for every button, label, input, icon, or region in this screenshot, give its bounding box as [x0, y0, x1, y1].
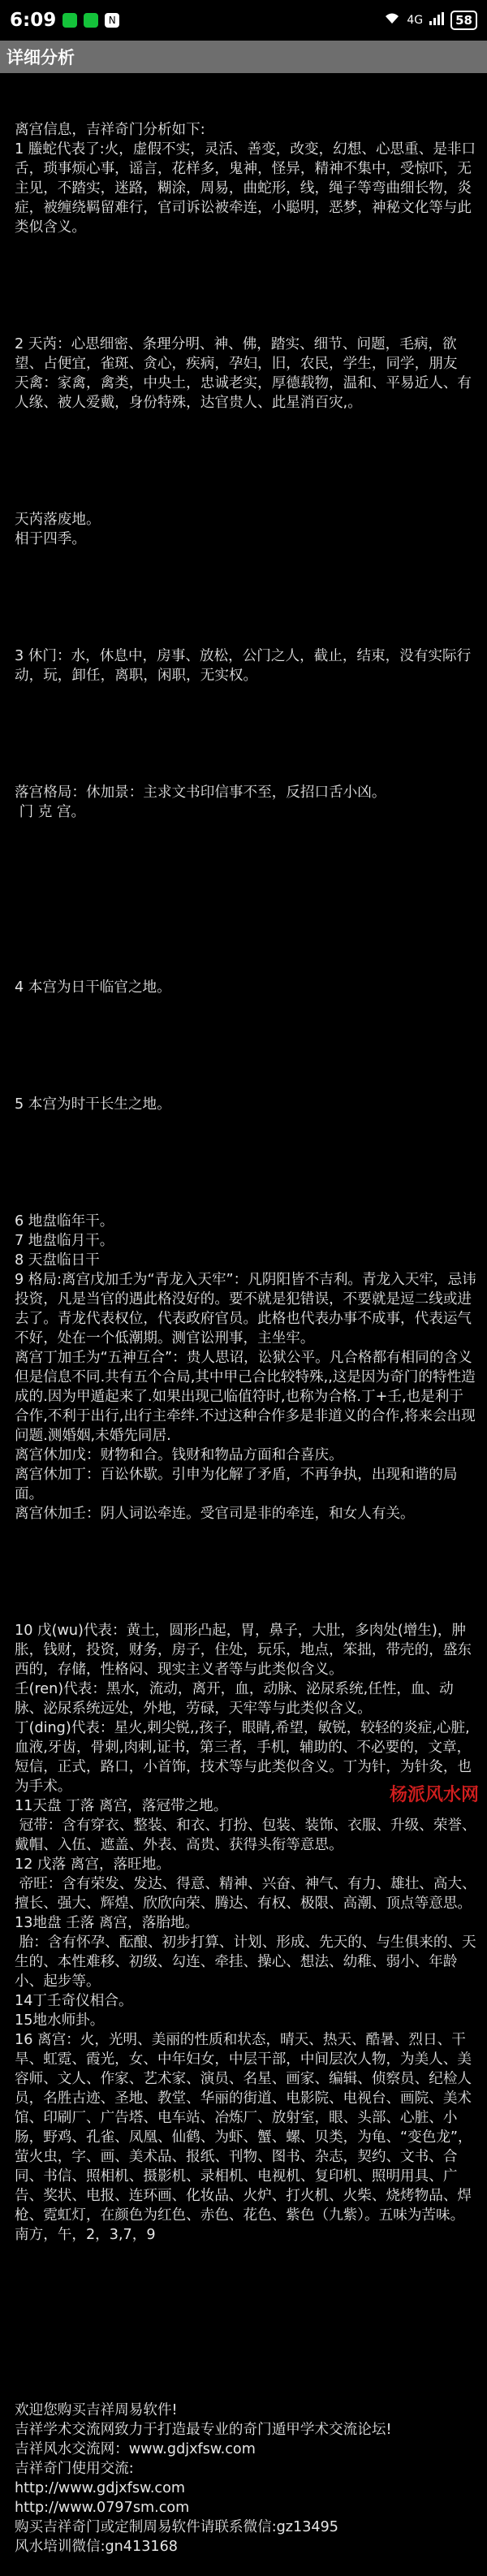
page-header: [0, 41, 487, 73]
status-bar: [0, 0, 487, 41]
nfc-icon: N: [105, 13, 119, 28]
watermark-logo: 杨派风水网: [389, 1784, 479, 1805]
paragraph-8: 5 本宫为时干长生之地。: [15, 1096, 171, 1113]
promo-text: 欢迎您购买吉祥周易软件! 吉祥学术交流网致力于打造最专业的奇门遁甲学术交流论坛! 吉祥风水交流网：www.gdjxfsw.com 吉祥奇门使用交流: http://www.gdjxfsw.com http://www.0797sm.com 购买吉祥奇门或定制周易软件请联系微信:gz13495 风水培训微信:gn413168: [15, 2402, 392, 2555]
wechat-icon: [62, 13, 77, 28]
status-left: [10, 10, 119, 31]
paragraph-7: 4 本宫为日干临官之地。: [15, 979, 171, 996]
paragraph-4: 3 休门：水，休息中，房事、放松，公门之人，截止，结束，没有实际行动，玩，卸任，离职，闲职，无实权。: [15, 648, 472, 684]
paragraph-5: 落宫格局：休加景：主求文书印信事不至，反招口舌小凶。 门 克 宫。: [15, 784, 386, 820]
battery-indicator: 58: [450, 11, 477, 30]
status-time: 6:09: [10, 10, 57, 31]
page-title: 详细分析: [6, 48, 75, 67]
paragraph-3: 天芮落废地。 相于四季。: [15, 512, 101, 547]
status-right: [384, 11, 477, 30]
network-type: 4G: [407, 14, 424, 27]
paragraph-1: 离宫信息，吉祥奇门分析如下: 1 螣蛇代表了:火，虚假不实，灵活、善变，改变，幻想、心思重、是非口舌，琐事烦心事，谣言，花样多，鬼神，怪异，精神不集中，受惊吓，无主见，不踏实，迷路，糊涂，周易，曲蛇形，线，绳子等弯曲细长物，炎症，被缠绕羁留难行，官司诉讼被牵连，小聪明，恶梦，神秘文化等与此类似含义。: [15, 122, 476, 236]
signal-icon: [429, 12, 444, 28]
paragraph-2: 2 天芮：心思细密、条理分明、神、佛，踏实、细节、问题，毛病，欲望、占便宜，雀斑、贪心，疾病，孕妇，旧，农民，学生，同学，朋友 天禽：家禽，禽类，中央土，忠诚老实，厚德载物，温和、平易近人、有人缘、被人爱戴，身份特殊，达官贵人、此星消百灾,。: [15, 336, 472, 411]
paragraph-9: 6 地盘临年干。 7 地盘临月干。 8 天盘临日干 9 格局:离宫戊加壬为“青龙入天牢”：凡阴阳皆不吉利。青龙入天牢，忌讳投资，凡是当官的遇此格没好的。要不就是犯错误，不要就是逗二线或进去了。青龙代表权位，代表政府官员。此格也代表办事不成事，代表运气不好，处在一个低潮期。测官讼刑事，主坐牢。 离宫丁加壬为“五神互合”：贵人思诏，讼狱公平。凡合格都有相同的含义但是信息不同.共有五个合局,其中甲己合比较特殊,,这是因为奇门的特性造成的.因为甲遁起来了.如果出现己临值符时,也称为合格.丁+壬,也是利于合作,不利于出行,出行主牵绊.不过这种合作多是非道义的合作,将来会出现问题.测婚姻,未婚先同居. 离宫休加戊：财物和合。钱财和物品方面和合喜庆。 离宫休加丁：百讼休歇。引申为化解了矛盾，不再争执，出现和谐的局面。 离宫休加壬：阴人词讼牵连。受官司是非的牵连，和女人有关。: [15, 1213, 476, 1522]
wechat-icon: [84, 13, 98, 28]
analysis-content: [0, 73, 487, 2576]
paragraph-10: 10 戊(wu)代表：黄土，圆形凸起，胃，鼻子，大肚，多肉处(增生)，肿胀，钱财，投资，财务，房子，住处，玩乐，地点，笨拙，带壳的，盛东西的，存储，性格闷、现实主义者等与此类似含义。 壬(ren)代表：黑水，流动，离开，血，动脉、泌尿系统,任性，血、动脉、泌尿系统远处，外地，劳碌，天牢等与此类似含义。 丁(ding)代表：星火,刺尖锐,,孩子，眼睛,希望，敏锐，较轻的炎症,心脏,血液,牙齿，骨刺,肉刺,证书，第三者，手机，辅助的、不必要的，文章，短信，正式，路口，小首饰，技术等与此类似含义。丁为针，为针灸，也为手术。 11天盘 丁落 离宫，落冠带之地。 冠带：含有穿衣、整装、和衣、打扮、包装、装饰、衣服、升级、荣誉、戴帽、入伍、遮盖、外表、高贵、获得头衔等意思。 12 戊落 离宫，落旺地。 帝旺：含有荣发、发达、得意、精神、兴奋、神气、有力、雄壮、高大、擅长、强大、辉煌、欣欣向荣、腾达、有权、极限、高潮、顶点等意思。 13地盘 壬落 离宫，落胎地。 胎：含有怀孕、酝酿、初步打算、计划、形成、先天的、与生俱来的、天生的、本性难移、初级、勾连、牵挂、操心、想法、幼稚、弱小、年龄小、起步等。 14丁壬奇仪相合。 15地水师卦。 16 离宫：火，光明、美丽的性质和状态，晴天、热天、酷暑、烈日、干旱、虹霓、霞光，女、中年妇女，中层干部，中间层次人物，为美人、美容师、文人、作家、艺术家、演员、名星、画家、编辑、侦察员、纪检人员，名胜古迹、圣地、教堂、华丽的街道、电影院、电视台、画院、美术馆、印刷厂、广告塔、电车站、冶炼厂、放射室，眼、头部、心脏、小肠，野鸡、孔雀、凤凰、仙鹤、为虾、蟹、螺、贝类，为龟、“变色龙”，萤火虫，字、画、美术品、报纸、刊物、图书、杂志，契约、文书、合同、书信、照相机、摄影机、录相机、电视机、复印机、照明用具、广告、奖状、电报、连环画、化妆品、火炉、打火机、火柴、烧烤物品、焊枪、霓虹灯，在颜色为红色、赤色、花色、紫色（九紫）。五味为苦味。南方，午，2，3,7，9: [15, 1623, 476, 2243]
wifi-icon: [384, 12, 400, 28]
